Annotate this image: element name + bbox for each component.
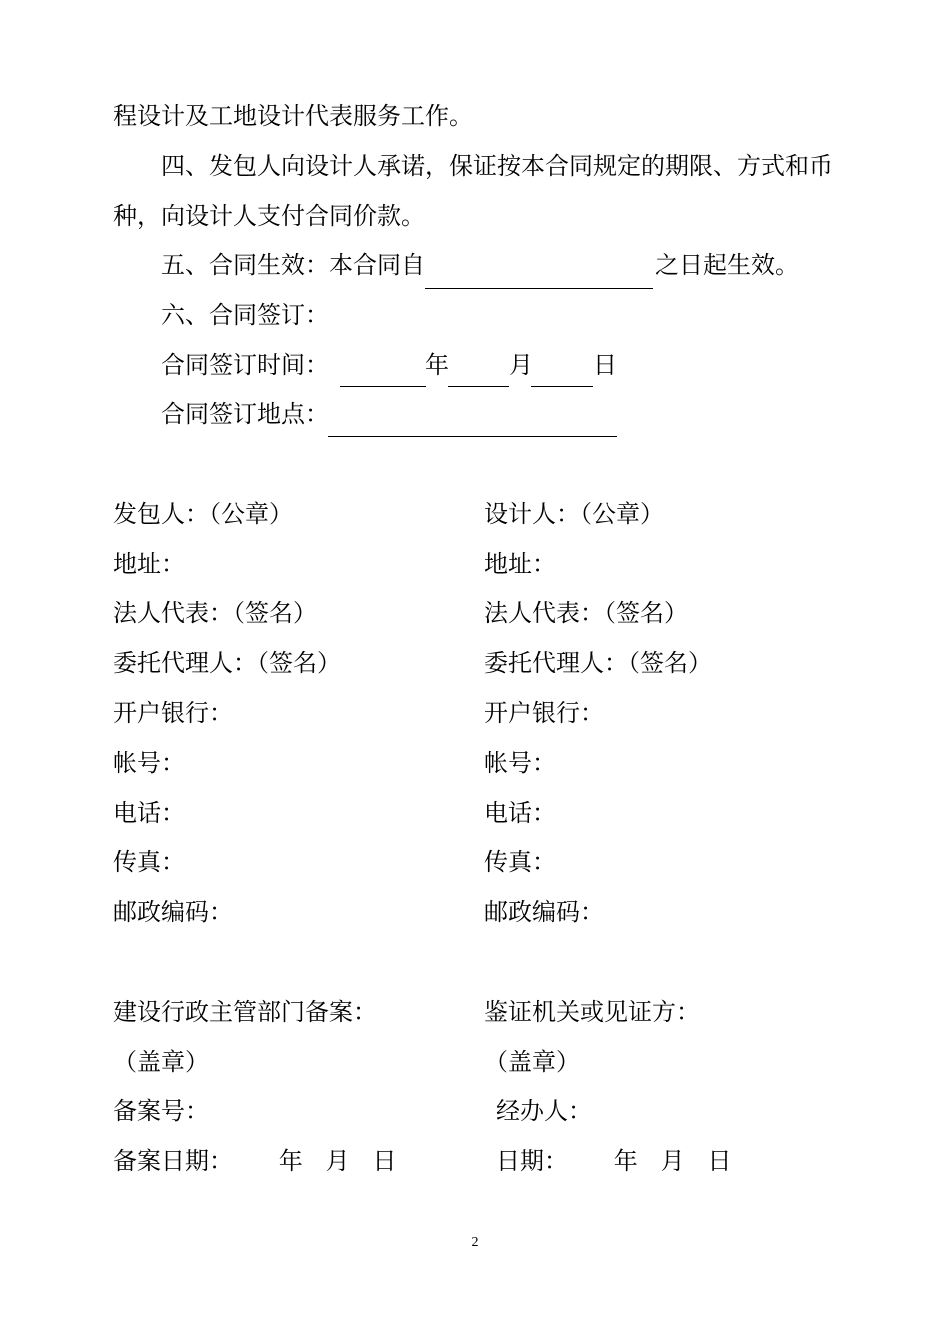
employer-postcode: 邮政编码： (113, 898, 233, 926)
filing-stamp: （盖章） (113, 1048, 209, 1076)
year-blank (340, 386, 426, 387)
designer-legal-rep: 法人代表：（签名） (484, 599, 688, 627)
filing-date: 备案日期： 年 月 日 (113, 1147, 397, 1175)
designer-agent: 委托代理人：（签名） (484, 649, 712, 677)
designer-bank: 开户银行： (484, 699, 604, 727)
designer-phone: 电话： (484, 799, 556, 827)
signing-time-label: 合同签订时间： (161, 351, 329, 379)
designer-address: 地址： (484, 550, 556, 578)
filing-authority: 建设行政主管部门备案： (113, 998, 377, 1026)
filing-number: 备案号： (113, 1097, 209, 1125)
day-blank (531, 386, 593, 387)
paragraph-line: 种，向设计人支付合同价款。 (113, 202, 425, 230)
employer-agent: 委托代理人：（签名） (113, 649, 341, 677)
month-label: 月 (509, 351, 533, 379)
verification-handler: 经办人： (496, 1097, 592, 1125)
clause-five-suffix: 之日起生效。 (655, 251, 799, 279)
designer-postcode: 邮政编码： (484, 898, 604, 926)
employer-bank: 开户银行： (113, 699, 233, 727)
month-blank (448, 386, 509, 387)
clause-five-prefix: 五、合同生效：本合同自 (161, 251, 425, 279)
employer-fax: 传真： (113, 848, 185, 876)
year-label: 年 (425, 351, 449, 379)
designer-seal: 设计人：（公章） (484, 500, 664, 528)
day-label: 日 (593, 351, 617, 379)
designer-account: 帐号： (484, 749, 556, 777)
effective-date-blank (425, 288, 653, 289)
page-number: 2 (471, 1235, 479, 1250)
designer-fax: 传真： (484, 848, 556, 876)
verification-authority: 鉴证机关或见证方： (484, 998, 700, 1026)
signing-place-label: 合同签订地点： (161, 400, 329, 428)
paragraph-line: 程设计及工地设计代表服务工作。 (113, 102, 473, 130)
signing-place-blank (328, 436, 617, 437)
employer-legal-rep: 法人代表：（签名） (113, 599, 317, 627)
employer-phone: 电话： (113, 799, 185, 827)
employer-account: 帐号： (113, 749, 185, 777)
employer-seal: 发包人：（公章） (113, 500, 293, 528)
clause-four: 四、发包人向设计人承诺，保证按本合同规定的期限、方式和币 (161, 152, 833, 180)
verification-date: 日期： 年 月 日 (496, 1147, 732, 1175)
employer-address: 地址： (113, 550, 185, 578)
verification-stamp: （盖章） (484, 1048, 580, 1076)
clause-six: 六、合同签订： (161, 301, 329, 329)
